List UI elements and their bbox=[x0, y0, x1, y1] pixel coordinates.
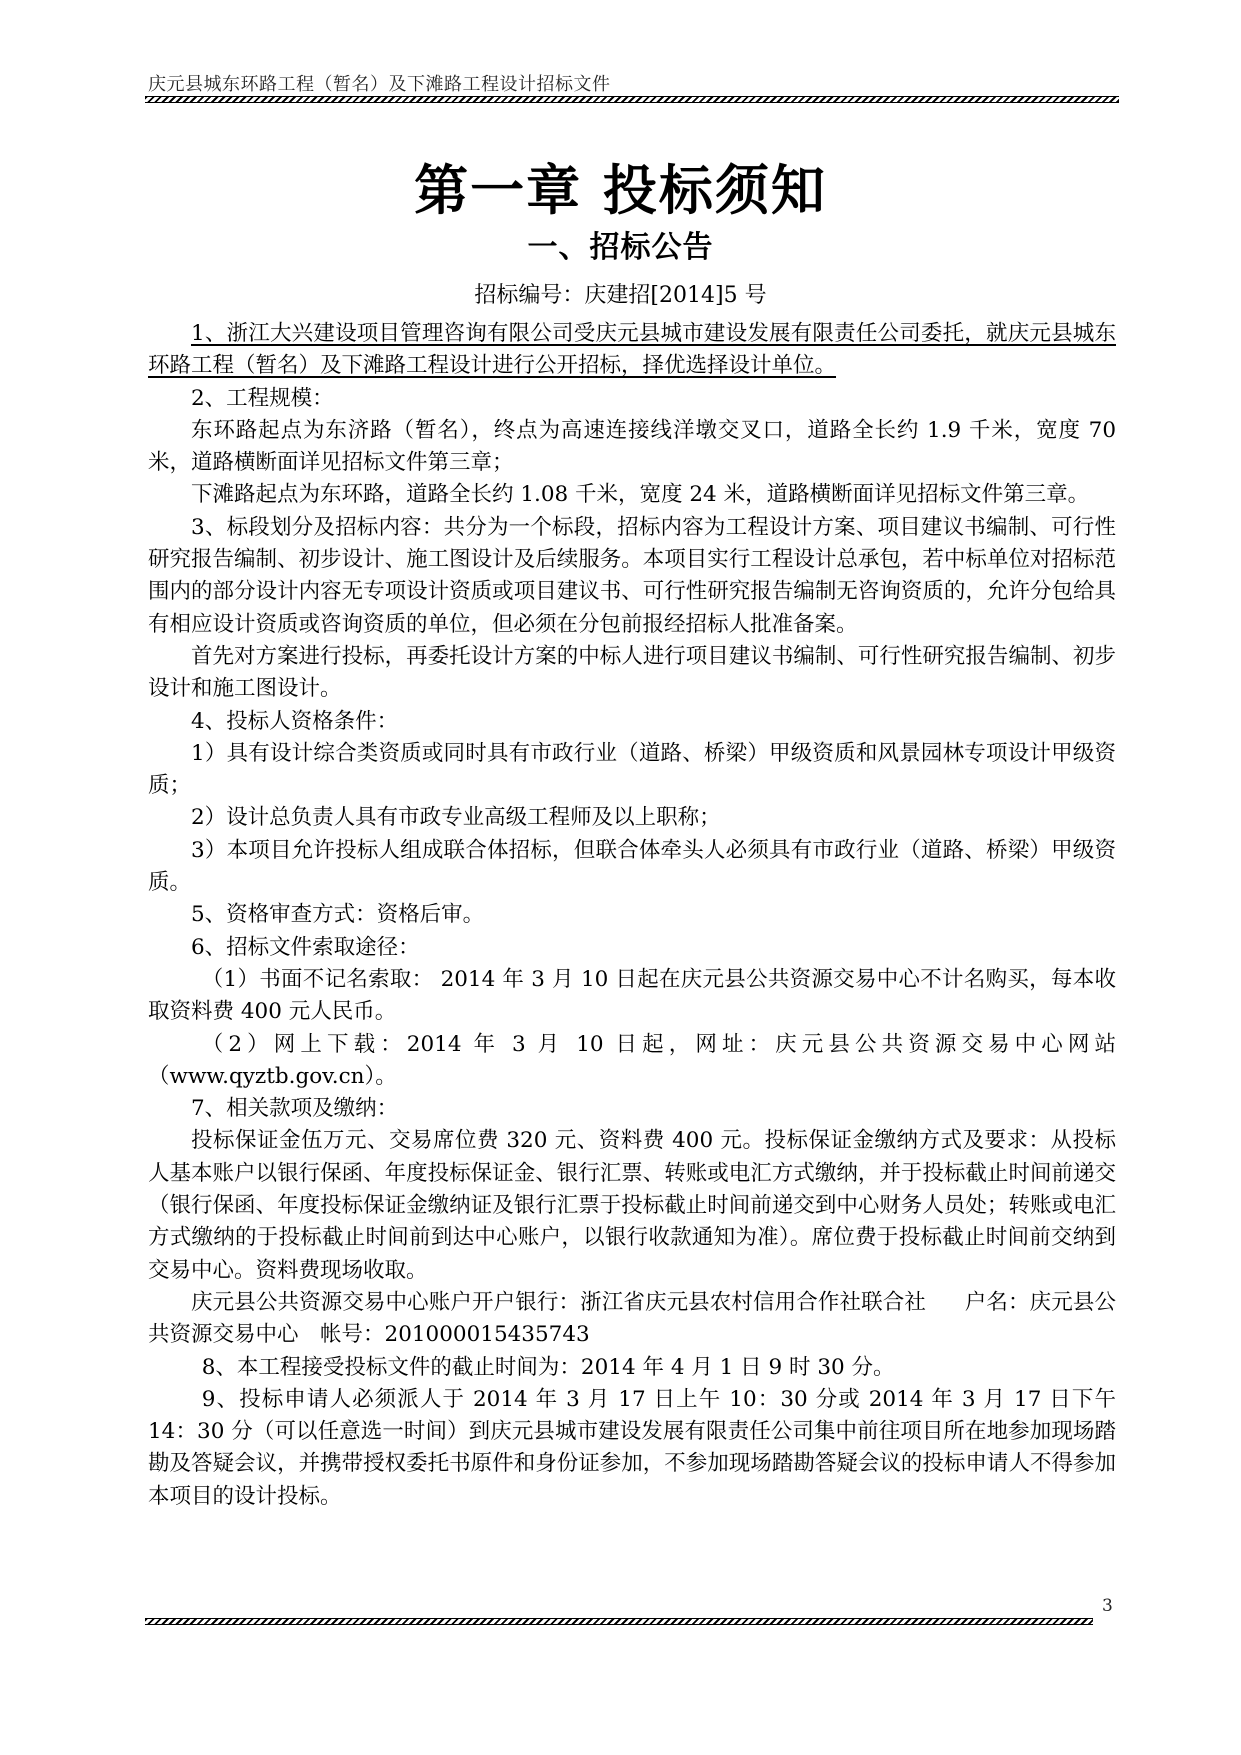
footer-rule bbox=[145, 1618, 1093, 1625]
section-title: 一、招标公告 bbox=[527, 230, 714, 265]
paragraph-1-text: 1、浙江大兴建设项目管理咨询有限公司受庆元县城市建设发展有限责任公司委托，就庆元县城东环路工程（暂名）及下滩路工程设计进行公开招标，择优选择设计单位。 bbox=[148, 321, 1116, 379]
paragraph-18: 8、本工程接受投标文件的截止时间为：2014 年 4 月 1 日 9 时 30 分。 bbox=[201, 1354, 895, 1380]
account-number: 帐号：201000015435743 bbox=[320, 1322, 590, 1348]
paragraph-15: 7、相关款项及缴纳： bbox=[191, 1096, 399, 1122]
paragraph-1 bbox=[148, 318, 1116, 383]
account-name: 户名：庆元县公共资源交易中心 bbox=[148, 1289, 1116, 1348]
header-rule bbox=[145, 96, 1119, 103]
paragraph-14: （2）网上下载：2014 年 3 月 10 日起，网址：庆元县公共资源交易中心网站（www.qyztb.gov.cn）。 bbox=[148, 1031, 1116, 1089]
paragraph-8: 1）具有设计综合类资质或同时具有市政行业（道路、桥梁）甲级资质和风景园林专项设计甲级资质； bbox=[148, 740, 1116, 799]
bid-number: 招标编号：庆建招[2014]5 号 bbox=[474, 283, 767, 308]
paragraph-3: 东环路起点为东济路（暂名），终点为高速连接线洋墩交叉口，道路全长约 1.9 千米，宽度 70 米，道路横断面详见招标文件第三章； bbox=[148, 417, 1116, 476]
paragraph-12: 6、招标文件索取途径： bbox=[191, 934, 420, 960]
paragraph-19: 9、投标申请人必须派人于 2014 年 3 月 17 日上午 10：30 分或 2014 年 3 月 17 日下午 14：30 分（可以任意选一时间）到庆元县城市建设发展有限责任公司集中前往项目所在地参加现场踏勘及答疑会议，并携带授权委托书原件和身份证参加，不参加现场踏勘答疑会议的投标申请人不得参加本项目的设计投标。 bbox=[148, 1386, 1116, 1509]
page-number: 3 bbox=[1102, 1596, 1113, 1616]
paragraph-16: 投标保证金伍万元、交易席位费 320 元、资料费 400 元。投标保证金缴纳方式及要求：从投标人基本账户以银行保函、年度投标保证金、银行汇票、转账或电汇方式缴纳，并于投标截止时间前递交（银行保函、年度投标保证金缴纳证及银行汇票于投标截止时间前递交到中心财务人员处；转账或电汇方式缴纳的于投标截止时间前到达中心账户，以银行收款通知为准）。席位费于投标截止时间前交纳到交易中心。资料费现场收取。 bbox=[148, 1128, 1116, 1283]
bank-name: 庆元县公共资源交易中心账户开户银行：浙江省庆元县农村信用合作社联合社 bbox=[191, 1289, 926, 1315]
document-header: 庆元县城东环路工程（暂名）及下滩路工程设计招标文件 bbox=[148, 74, 611, 95]
paragraph-6: 首先对方案进行投标，再委托设计方案的中标人进行项目建议书编制、可行性研究报告编制、初步设计和施工图设计。 bbox=[148, 643, 1116, 702]
paragraph-5: 3、标段划分及招标内容：共分为一个标段，招标内容为工程设计方案、项目建议书编制、可行性研究报告编制、初步设计、施工图设计及后续服务。本项目实行工程设计总承包，若中标单位对招标范围内的部分设计内容无专项设计资质或项目建议书、可行性研究报告编制无咨询资质的，允许分包给具有相应设计资质或咨询资质的单位，但必须在分包前报经招标人批准备案。 bbox=[148, 514, 1116, 637]
paragraph-17 bbox=[148, 1287, 1116, 1352]
paragraph-4: 下滩路起点为东环路，道路全长约 1.08 千米，宽度 24 米，道路横断面详见招标文件第三章。 bbox=[191, 482, 1090, 508]
paragraph-11: 5、资格审查方式：资格后审。 bbox=[191, 902, 485, 928]
paragraph-13: （1）书面不记名索取： 2014 年 3 月 10 日起在庆元县公共资源交易中心不计名购买，每本收取资料费 400 元人民币。 bbox=[148, 966, 1116, 1025]
paragraph-9: 2）设计总负责人具有市政专业高级工程师及以上职称； bbox=[191, 805, 721, 831]
paragraph-7: 4、投标人资格条件： bbox=[191, 708, 399, 734]
paragraph-10: 3）本项目允许投标人组成联合体招标，但联合体牵头人必须具有市政行业（道路、桥梁）甲级资质。 bbox=[148, 837, 1116, 896]
chapter-title: 第一章 投标须知 bbox=[414, 159, 827, 222]
paragraph-2: 2、工程规模： bbox=[191, 385, 334, 411]
notice-body bbox=[148, 318, 1116, 1513]
